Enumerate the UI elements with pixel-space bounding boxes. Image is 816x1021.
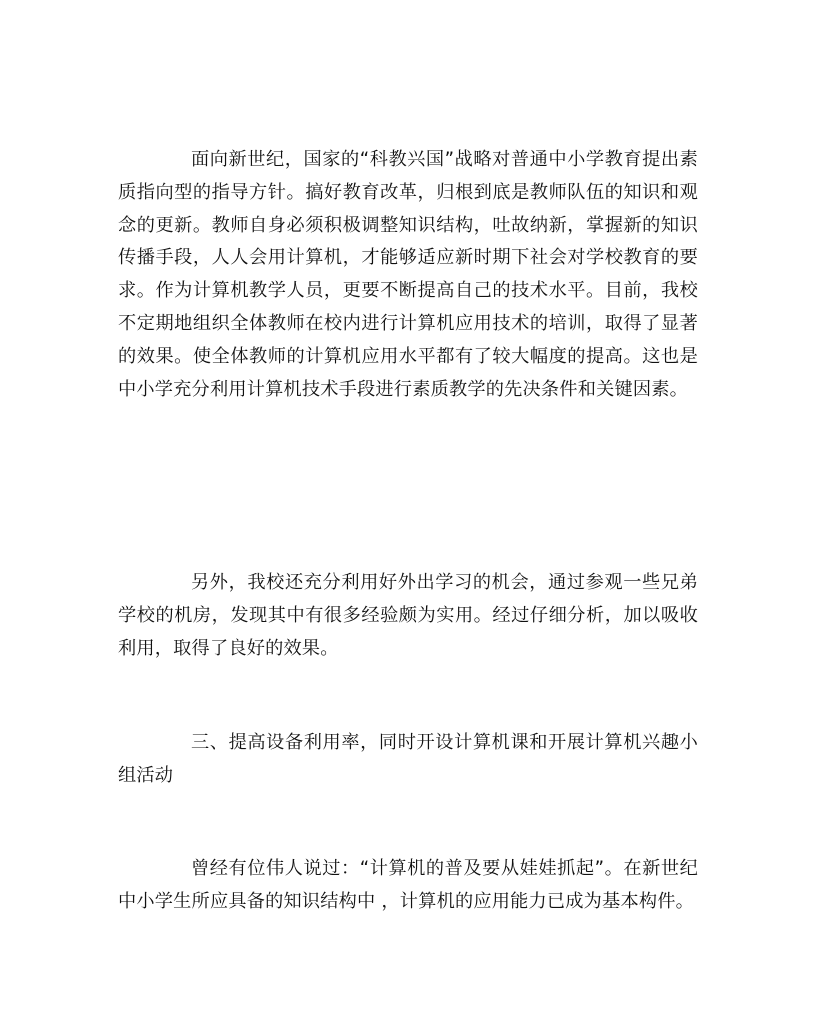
section-heading-equipment-utilization: 三、提高设备利用率，同时开设计算机课和开展计算机兴趣小组活动 — [118, 732, 698, 786]
paragraph-computer-popularization: 曾经有位伟人说过：“计算机的普及要从娃娃抓起”。在新世纪中小学生所应具备的知识结构中 ，计算机的应用能力已成为基本构件。 — [118, 858, 698, 912]
paragraph-study-visits: 另外，我校还充分利用好外出学习的机会，通过参观一些兄弟学校的机房，发现其中有很多经验颇为实用。经过仔细分析，加以吸收利用，取得了良好的效果。 — [118, 572, 698, 659]
paragraph-teacher-training: 面向新世纪，国家的“科教兴国”战略对普通中小学教育提出素质指向型的指导方针。搞好教育改革，归根到底是教师队伍的知识和观念的更新。教师自身必须积极调整知识结构，吐故纳新，掌握新的知识传播手段，人人会用计算机，才能够适应新时期下社会对学校教育的要求。作为计算机教学人员，更要不断提高自己的技术水平。目前，我校不定期地组织全体教师在校内进行计算机应用技术的培训，取得了显著的效果。使全体教师的计算机应用水平都有了较大幅度的提高。这也是中小学充分利用计算机技术手段进行素质教学的先决条件和关键因素。 — [118, 149, 698, 400]
